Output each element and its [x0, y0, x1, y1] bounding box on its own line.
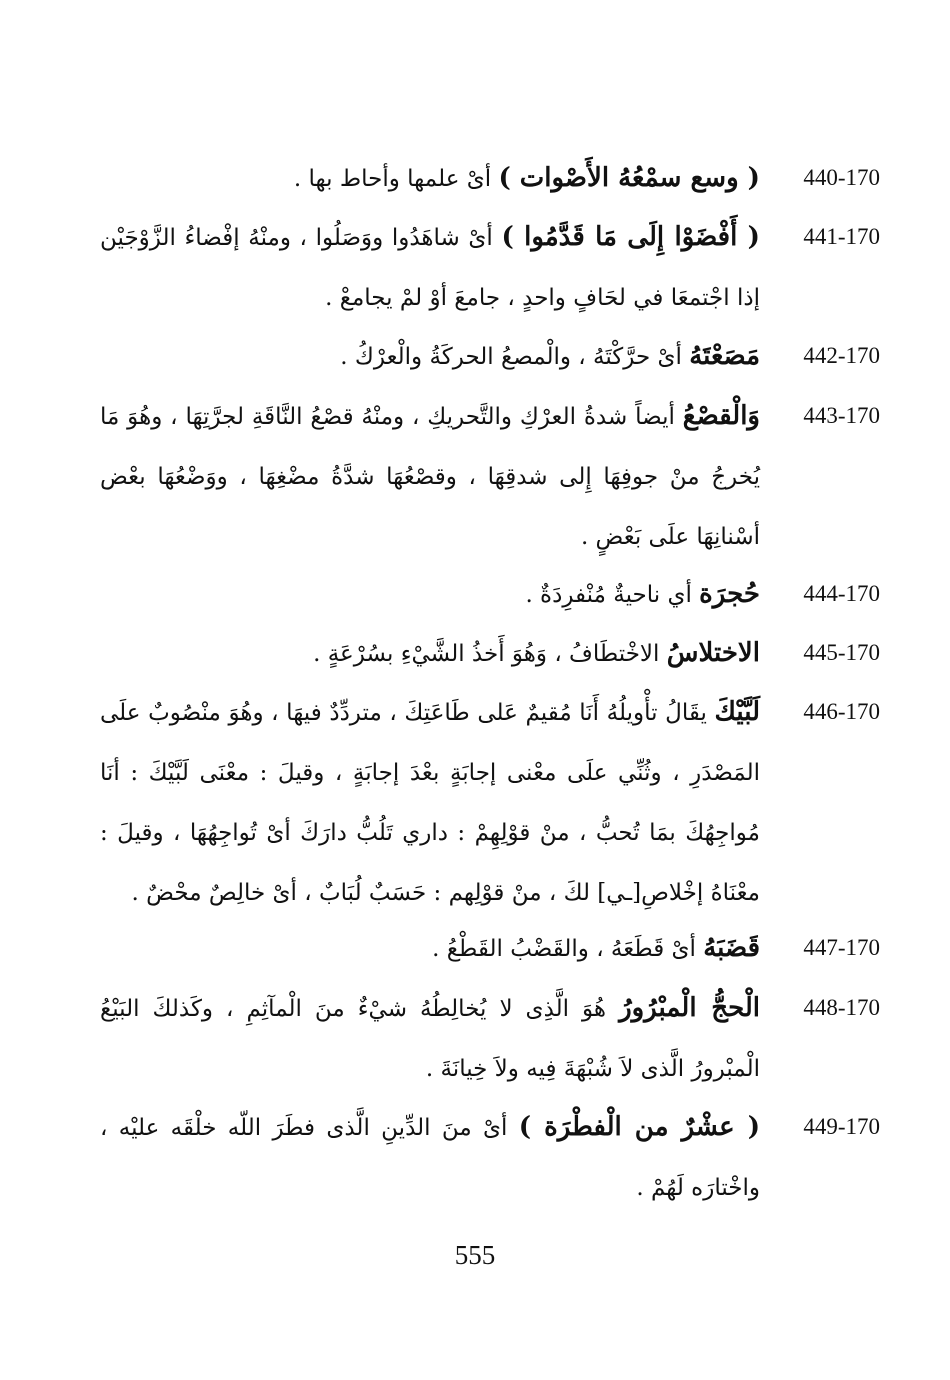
entry-body: [100, 564, 760, 625]
entry-number: 442-170: [803, 343, 880, 368]
entry-body: [100, 623, 760, 684]
entry-body: [100, 918, 760, 979]
entry-number: 448-170: [803, 995, 880, 1020]
entry-term: وَالْقصْعُ: [682, 401, 760, 431]
entry-text: أىْ علمها وأحاط بها .: [293, 166, 499, 192]
entry-number: 445-170: [803, 640, 880, 665]
entry-body: [100, 326, 760, 387]
entry-term: ( عشْرٌ من الْفطْرَة ): [518, 1112, 760, 1142]
entry-body: [100, 148, 760, 209]
entry-term: ( أَفْضَوْا إِلَى مَا قَدَّمُوا ): [501, 222, 760, 252]
page-number: 555: [454, 1240, 496, 1270]
entry-term: الاختلاسُ: [666, 638, 760, 668]
entry-term: ( وسع سمْعُهُ الأَصْوات ): [498, 163, 760, 193]
entry-body: [100, 1097, 760, 1218]
entry-text: الاخْتطَافُ ، وَهُوَ أَخذُ الشَّيْءِ بسُرْعَةٍ .: [313, 641, 667, 667]
entry-number: 443-170: [803, 403, 880, 428]
entry-term: لَبَّيْكَ: [714, 697, 760, 727]
entry-term: مَصَعْتَهُ: [689, 341, 760, 371]
entry-text: أيضاً شدةُ العرْكِ والتَّحريكِ ، ومنْهُ قصْعُ النَّاقَةِ لجرَّتِهَا ، وهُوَ مَا يُخرجُ منْ جوفِهَا إِلى شدقِهَا ، وقصْعُهَا شدَّةُ مضْغِهَا ، ووَضْعُهَا بعْض أسْنانِهَا علَى بَعْضٍ .: [100, 404, 760, 550]
entry-number: 444-170: [803, 581, 880, 606]
entry-text: هُوَ الَّذِى لا يُخالِطُهُ شيْءٌ منَ الْمآثِمِ ، وكَذلكَ البَيْعُ الْمبْرورُ الَّذى لاَ شُبْهَةَ فِيه ولاَ خِيانَةَ .: [100, 996, 760, 1082]
entry-term: قَضَبَهُ: [703, 933, 760, 963]
entry-text: أىْ منَ الدِّينِ الَّذى فطَرَ اللّه خلْقَه عليْه ، واخْتارَه لَهُمْ .: [100, 1115, 760, 1201]
entry-body: [100, 207, 760, 328]
entry-term: الْحجُّ الْمبْرُورُ: [619, 993, 760, 1023]
entry-body: [100, 682, 760, 923]
entry-body: [100, 978, 760, 1099]
entry-text: يقَالُ تأْويلُهُ أَنَا مُقيمٌ عَلى طَاعَتِكَ ، متردِّدٌ فيهَا ، وهُوَ منْصُوبٌ علَى المَصْدَرِ ، وثُنِّي علَى معْنى إجابَةٍ بعْدَ إجابَةٍ ، وقيلَ : معْنَى لَبَّيْكَ : أنَا مُواجِهُكَ بمَا تُحبُّ ، منْ قوْلِهِمْ : داري تَلُبُّ دارَكَ أىْ تُواجِهُهَا ، وقيلَ : معْنَاهُ إخْلاصِ[ـي] لكَ ، منْ قوْلِهم : حَسَبٌ لُبَابٌ ، أىْ خالِصٌ محْضٌ .: [100, 700, 760, 906]
entry-term: حُجرَة: [699, 579, 760, 609]
entry-text: أىْ شاهَدُوا ووَصَلُوا ، ومنْهُ إفْضاءُ الزَّوْجَيْن إذا اجْتمعَا في لحَافٍ واحدٍ ، جامعَ أوْ لمْ يجامعْ .: [100, 225, 760, 311]
entry-number: 441-170: [803, 224, 880, 249]
entry-number: 440-170: [803, 165, 880, 190]
entry-text: أىْ قَطَعَهُ ، والقَضْبُ القَطْعُ .: [432, 936, 704, 962]
entry-text: أي ناحيةٌ مُنْفرِدَةٌ .: [525, 582, 700, 608]
entry-number: 449-170: [803, 1114, 880, 1139]
entry-number: 446-170: [803, 699, 880, 724]
entry-number: 447-170: [803, 935, 880, 960]
entry-text: أىْ حرَّكْتَهُ ، والْمصعُ الحركَةُ والْعرْكُ .: [340, 344, 690, 370]
entry-body: [100, 386, 760, 567]
